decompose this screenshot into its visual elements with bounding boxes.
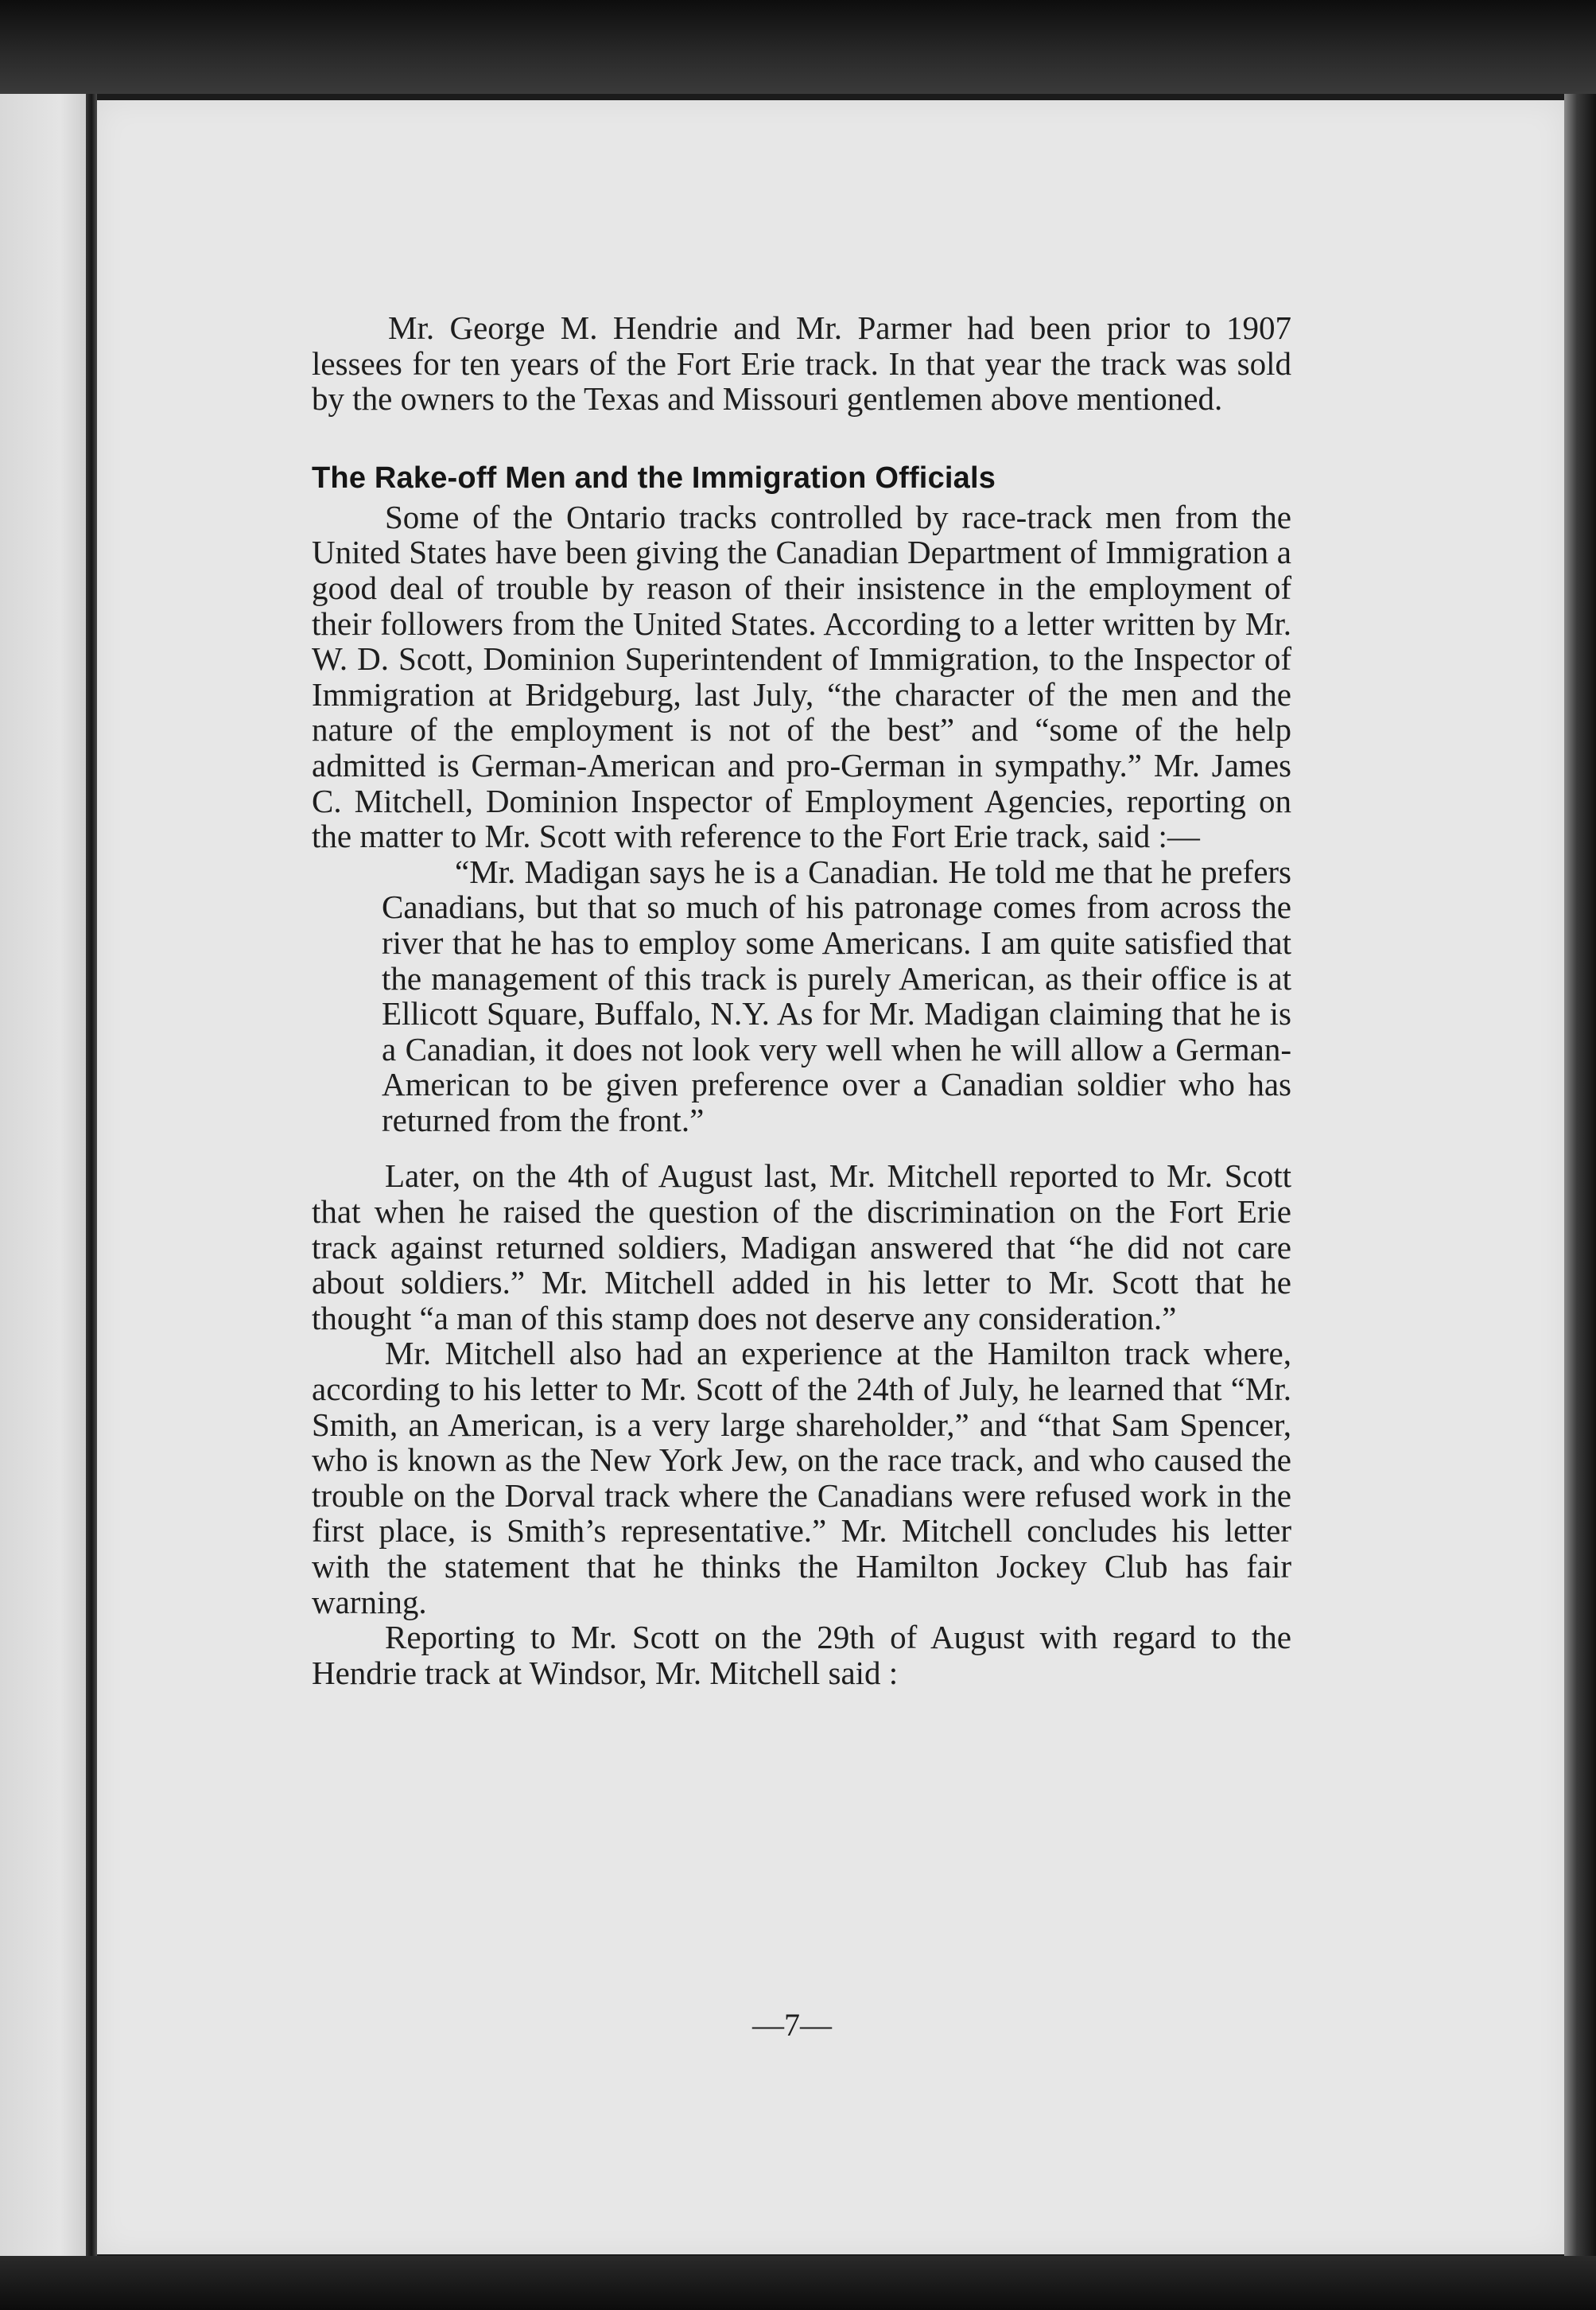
paragraph-hendrie-parmer: Mr. George M. Hendrie and Mr. Parmer had been prior to 1907 lessees for ten years of the Fort Erie track. In that year the track was sold by the owners to the Texas and Missouri gentlemen above mentioned. (312, 309, 1291, 418)
section-heading: The Rake-off Men and the Immigration Officials (312, 461, 996, 495)
page-number: —7— (752, 2007, 832, 2043)
quote-text: “Mr. Madigan says he is a Canadian. He told me that he prefers Canadians, but that so much of his patronage comes from across the river that he has to employ some Americans. I am quite satisfied that the management of this track is purely American, as their office is at Ellicott Square, Buffalo, N.Y. As for Mr. Madigan claiming that he is a Canadian, it does not look very well when he will allow a German-American to be given preference over a Canadian soldier who has returned from the front.” (382, 853, 1291, 1138)
paragraph-august-report: Later, on the 4th of August last, Mr. Mitchell reported to Mr. Scott that when he raised the question of the discrimination on the Fort Erie track against returned soldiers, Madigan answered that “he did not care about soldiers.” Mr. Mitchell added in his letter to Mr. Scott that he thought “a man of this stamp does not deserve any consideration.” (312, 1157, 1291, 1336)
scan-top-border (0, 0, 1596, 94)
book-spine (86, 94, 97, 2273)
scan-right-border (1564, 94, 1596, 2310)
paragraph-windsor-report: Reporting to Mr. Scott on the 29th of August with regard to the Hendrie track at Windsor, Mr. Mitchell said : (312, 1619, 1291, 1691)
page-text-block (312, 310, 1291, 1690)
paragraph-ontario-tracks: Some of the Ontario tracks controlled by race-track men from the United States have been giving the Canadian Department of Immigration a good deal of trouble by reason of their insistence in the employment of their followers from the United States. According to a letter written by Mr. W. D. Scott, Dominion Superintendent of Immigration, to the Inspector of Immigration at Bridgeburg, last July, “the character of the men and the nature of the employment is not of the best” and “some of the help admitted is German-American and pro-German in sympathy.” Mr. James C. Mitchell, Dominion Inspector of Employment Agencies, reporting on the matter to Mr. Scott with reference to the Fort Erie track, said :— (312, 498, 1291, 855)
scan-bottom-border (0, 2256, 1596, 2310)
madigan-quote-block (382, 854, 1291, 1138)
paragraph-hamilton-track: Mr. Mitchell also had an experience at the Hamilton track where, according to his letter to Mr. Scott of the 24th of July, he learned that “Mr. Smith, an American, is a very large shareholder,” and “that Sam Spencer, who is known as the New York Jew, on the race track, and who caused the trouble on the Dorval track where the Canadians were refused work in the first place, is Smith’s representative.” Mr. Mitchell concludes his letter with the statement that he thinks the Hamilton Jockey Club has fair warning. (312, 1335, 1291, 1620)
facing-page-edge (0, 94, 86, 2258)
